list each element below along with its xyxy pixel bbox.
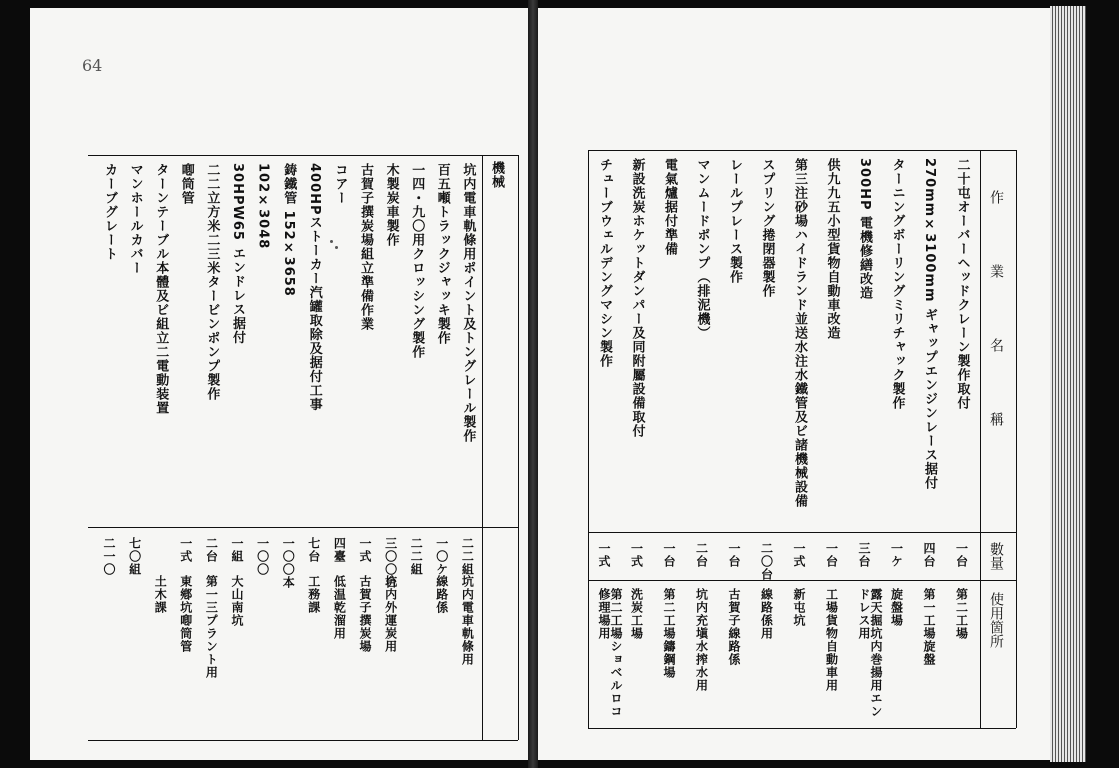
row-quantity: 一台 (662, 542, 676, 568)
row-name: コアー (332, 163, 348, 205)
table-right-edge (1016, 150, 1017, 728)
row-name: 300HP 電機修繕改造 (857, 158, 872, 301)
row-name: 一四・九〇用クロッシング製作 (409, 163, 425, 359)
left-page (30, 8, 528, 760)
table-left-edge (588, 150, 589, 728)
page-edges (1050, 6, 1086, 762)
name-column-divider (588, 532, 1016, 533)
row-name: スプリング捲閉器製作 (759, 158, 775, 298)
row-quantity: 四臺 (332, 537, 347, 563)
row-quantity: 一ケ (889, 542, 904, 568)
row-quantity: 一台 (824, 542, 839, 568)
row-quantity: 七台 (306, 537, 321, 563)
row-quantity: 一式 (178, 537, 193, 563)
row-quantity: 二〇台 (759, 542, 774, 581)
row-quantity: 一式 (358, 537, 372, 563)
name-column-divider (88, 527, 518, 528)
table-top-rule (588, 150, 1016, 151)
chapter-column-divider (482, 155, 483, 740)
row-quantity: 二台 (204, 537, 219, 563)
row-quantity: 七〇組 (127, 537, 142, 576)
header-quantity: 數量 (988, 542, 1004, 570)
row-location: 露天掘坑内巻揚用エンドレス用 (857, 588, 883, 718)
row-name: 古賀子撰炭場組立準備作業 (358, 163, 373, 331)
row-name: 30HPW65 エンドレス据付 (230, 163, 245, 345)
row-quantity: 一台 (954, 542, 969, 568)
row-quantity: 二二組 (460, 537, 475, 576)
row-location: 坑内外運炭用 (383, 575, 398, 653)
table-right-edge (518, 155, 519, 740)
row-location: 古賀子線路係 (727, 588, 741, 666)
row-quantity: 一式 (629, 542, 644, 568)
table-top-rule (88, 155, 518, 156)
header-name: 作業名稱 (988, 190, 1004, 486)
book-gutter (528, 0, 538, 768)
row-name: ターンテーブル本體及ビ組立二電動装置 (153, 163, 169, 415)
row-location: 工場貨物自動車用 (824, 588, 839, 692)
row-location: 新屯坑 (792, 588, 806, 627)
row-name: 二二立方米二三米タービンポンプ製作 (204, 163, 220, 401)
row-name: 鋳鐵管 152×3658 (281, 163, 297, 297)
row-name: 電氣爐据付準備 (662, 158, 677, 256)
row-quantity: 三〇〇台 (383, 537, 398, 589)
row-location: 坑内電車軌條用 (460, 575, 475, 666)
row-quantity: 二二組 (409, 537, 424, 576)
left-table (88, 155, 518, 740)
row-quantity: 四台 (922, 542, 936, 568)
row-name: 第三注砂場ハイドランド並送水注水鐵管及ビ諸機械設備 (792, 158, 807, 508)
row-location: 洗炭工場 (629, 588, 644, 640)
row-quantity: 一〇〇 (255, 537, 270, 576)
row-quantity: 一式 (792, 542, 806, 568)
row-location: 線路係用 (759, 588, 774, 640)
chapter-label: 機械 (489, 161, 504, 189)
row-name: 270mm×3100mm ギャップエンジンレース据付 (922, 158, 937, 491)
row-name: ターニングボーリングミリチャック製作 (889, 158, 905, 410)
row-name: 供九九五小型貨物自動車改造 (824, 158, 840, 340)
row-location: 大山南坑 (230, 575, 244, 627)
row-name: 400HPストーカー汽罐取除及据付工事 (306, 163, 322, 412)
row-name: 新設洗炭ホケットダンパー及同附屬設備取付 (629, 158, 645, 438)
row-quantity: 一組 (230, 537, 244, 563)
row-quantity: 一〇〇本 (281, 537, 296, 589)
row-location: 第一三プラント用 (204, 575, 219, 679)
row-location: 土木課 (153, 575, 168, 614)
row-name: レールプレース製作 (727, 158, 742, 284)
row-location: 旋盤場 (889, 588, 904, 627)
row-location: 線路係 (434, 575, 449, 614)
row-location: 第二工場 (954, 588, 969, 640)
row-quantity: 二台 (694, 542, 709, 568)
page-number: 64 (82, 56, 103, 75)
header-column-divider (980, 150, 981, 728)
row-quantity: 三台 (857, 542, 871, 568)
row-name: 喞筒管 (178, 163, 194, 205)
row-name: マンムードポンプ（排泥機） (694, 158, 710, 340)
row-location: 低温乾溜用 (332, 575, 347, 640)
row-name: 二十屯オーバーヘッドクレーン製作取付 (954, 158, 970, 410)
right-page (538, 8, 1050, 760)
table-bottom-rule (88, 740, 518, 741)
row-location: 坑内充塡水搾水用 (694, 588, 709, 692)
row-name: 坑内電車軌條用ポイント及トングレール製作 (460, 163, 476, 443)
row-name: カーブグレート (102, 163, 117, 261)
row-location: 第一工場旋盤 (922, 588, 936, 666)
row-quantity: 一台 (727, 542, 741, 568)
row-name: 百五噸トラックジャッキ製作 (434, 163, 450, 345)
row-quantity: 一式 (597, 542, 611, 568)
header-location: 使用箇所 (988, 592, 1004, 648)
row-quantity: 二一〇 (102, 537, 116, 576)
row-name: 102×3048 (255, 163, 271, 250)
quantity-column-divider (588, 580, 1016, 581)
right-table (588, 150, 1016, 728)
row-location: 古賀子撰炭場 (358, 575, 372, 653)
row-location: 第二工場鑄鋼場 (662, 588, 676, 679)
row-location: 工務課 (306, 575, 321, 614)
ink-speck (335, 246, 338, 249)
ink-speck (330, 240, 333, 243)
row-name: チューブウェルデングマシン製作 (597, 158, 612, 368)
table-bottom-rule (588, 728, 1016, 729)
row-location: 東鄕坑喞筒管 (178, 575, 193, 653)
row-quantity: 一〇ケ (434, 537, 449, 576)
row-location: 第二工場ショベルロコ修理場用 (597, 588, 623, 718)
row-name: マンホールカバー (127, 163, 143, 275)
row-name: 木製炭車製作 (383, 163, 399, 247)
